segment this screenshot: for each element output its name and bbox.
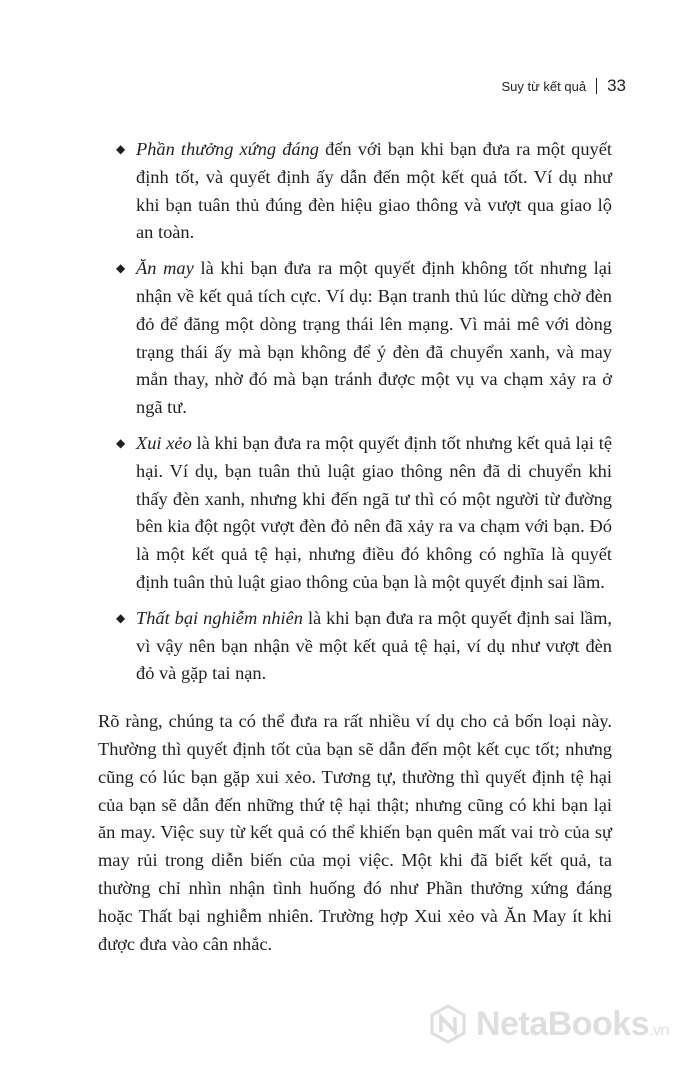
outcome-list	[116, 136, 612, 688]
list-item-term: Phần thưởng xứng đáng	[136, 139, 319, 159]
list-item	[116, 430, 612, 597]
list-item	[116, 136, 612, 247]
body-paragraph: Rõ ràng, chúng ta có thể đưa ra rất nhiều ví dụ cho cả bốn loại này. Thường thì quyết định tốt của bạn sẽ dẫn đến một kết cục tốt; nhưng cũng có lúc bạn gặp xui xẻo. Tương tự, thường thì quyết định tệ hại của bạn sẽ dẫn đến những thứ tệ hại thật; nhưng cũng có khi bạn lại ăn may. Việc suy từ kết quả có thể khiến bạn quên mất vai trò của sự may rủi trong diễn biến của mọi việc. Một khi đã biết kết quả, ta thường chỉ nhìn nhận tình huống đó như Phần thưởng xứng đáng hoặc Thất bại nghiễm nhiên. Trường hợp Xui xẻo và Ăn May ít khi được đưa vào cân nhắc.	[98, 711, 612, 954]
list-item	[116, 605, 612, 688]
page-number: 33	[607, 76, 626, 95]
netabooks-logo-icon	[428, 1004, 468, 1044]
list-item-term: Ăn may	[136, 258, 194, 279]
bullet-icon: ◆	[116, 610, 126, 625]
chapter-title: Suy từ kết quả	[501, 78, 587, 94]
watermark-text: NetaBooks.vn	[476, 1004, 669, 1043]
list-item-text: là khi bạn đưa ra một quyết định tốt nhưng kết quả lại tệ hại. Ví dụ, bạn tuân thủ luật giao thông nên đã di chuyển khi thấy đèn xanh, nhưng khi đến ngã tư thì có một người từ đường bên kia đột ngột vượt đèn đỏ nên đã xảy ra va chạm với bạn. Đó là một kết quả tệ hại, nhưng điều đó không có nghĩa là quyết định tuân thủ luật giao thông của bạn là một quyết định sai lầm.	[136, 432, 612, 592]
bullet-icon: ◆	[116, 261, 126, 276]
page-body	[98, 136, 613, 958]
netabooks-watermark	[428, 1004, 669, 1044]
list-item-text: đến với bạn khi bạn đưa ra một quyết định tốt, và quyết định ấy dẫn đến một kết quả tốt. Ví dụ như khi bạn tuân thủ đúng đèn hiệu giao thông và vượt qua giao lộ an toàn.	[136, 139, 612, 243]
list-item-text: là khi bạn đưa ra một quyết định sai lầm, vì vậy nên bạn nhận về một kết quả tệ hại, ví dụ như vượt đèn đỏ và gặp tai nạn.	[136, 607, 612, 684]
list-item-text: là khi bạn đưa ra một quyết định không tốt nhưng lại nhận về kết quả tích cực. Ví dụ: Bạn tranh thủ lúc dừng chờ đèn đỏ để đăng một dòng trạng thái lên mạng. Vì mải mê với dòng trạng thái ấy mà bạn không để ý đèn đã chuyển xanh, và may mắn thay, nhờ đó mà bạn tránh được một vụ va chạm xảy ra ở ngã tư.	[136, 258, 613, 418]
header-divider	[596, 78, 597, 94]
list-item	[116, 255, 612, 422]
list-item-term: Thất bại nghiễm nhiên	[136, 607, 304, 628]
list-item-term: Xui xẻo	[136, 432, 192, 453]
running-header	[501, 76, 626, 96]
bullet-icon: ◆	[116, 435, 126, 450]
bullet-icon: ◆	[116, 142, 126, 156]
